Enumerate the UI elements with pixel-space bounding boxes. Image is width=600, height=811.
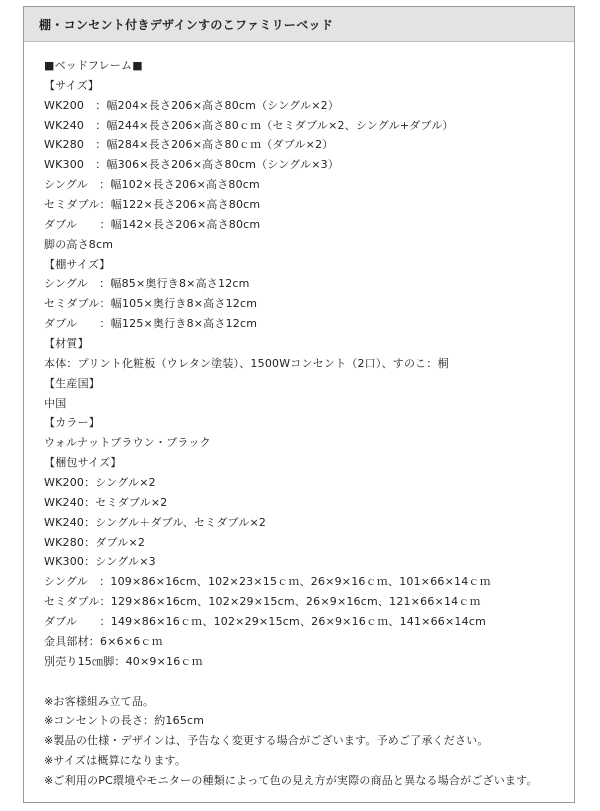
spec-line: ※製品の仕様・デザインは、予告なく変更する場合がございます。予めご了承ください。 [44,734,489,748]
spec-line: 【材質】 [44,337,89,351]
spec-line: ダブル ：幅142×長さ206×高さ80cm [44,217,261,231]
spec-line: シングル ：109×86×16cm、102×23×15ｃｍ、26×9×16ｃｍ、101×66×14ｃｍ [44,575,491,589]
spec-line: WK240：セミダブル×2 [44,495,168,509]
spec-line: WK300 ：幅306×長さ206×高さ80cm（シングル×3） [44,158,340,172]
spec-line: ※お客様組み立て品。 [44,694,155,708]
spacer-line [44,672,570,692]
spec-line: 【棚サイズ】 [44,257,111,271]
spec-line: ※ご利用のPC環境やモニターの種類によって色の見え方が実際の商品と異なる場合がございます。 [44,773,538,787]
spec-line: ダブル ：幅125×奥行き8×高さ12cm [44,317,258,331]
spec-line: 中国 [44,396,67,410]
spec-line: WK200：シングル×2 [44,476,156,490]
spec-line: WK300：シングル×3 [44,555,156,569]
spec-table [23,6,575,803]
spec-line: ■ベッドフレーム■ [44,59,143,72]
spec-line: 【サイズ】 [44,78,100,92]
spec-line: 脚の高さ8cm [44,237,114,251]
spec-line: 金具部材：6×6×6ｃｍ [44,634,163,648]
spec-line: 【生産国】 [44,376,100,390]
spec-line: WK200 ：幅204×長さ206×高さ80cm（シングル×2） [44,98,340,112]
spec-line: ウォルナットブラウン・ブラック [44,436,211,450]
spec-line: 別売り15㎝脚：40×9×16ｃｍ [44,654,203,668]
spec-line: ダブル ：149×86×16ｃｍ、102×29×15cm、26×9×16ｃｍ、141×66×14cm [44,615,486,629]
spec-line: 【カラー】 [44,416,100,430]
spec-line: WK280：ダブル×2 [44,535,146,549]
spec-line: 【梱包サイズ】 [44,456,122,470]
spec-line: シングル ：幅102×長さ206×高さ80cm [44,178,260,192]
spec-line: セミダブル：129×86×16cm、102×29×15cm、26×9×16cm、121×66×14ｃｍ [44,595,481,609]
spec-line: セミダブル：幅105×奥行き8×高さ12cm [44,297,258,311]
spec-line: WK240：シングル＋ダブル、セミダブル×2 [44,515,267,529]
spec-line: ※サイズは概算になります。 [44,754,187,768]
spec-line: シングル ：幅85×奥行き8×高さ12cm [44,277,250,291]
spec-line: WK280 ：幅284×長さ206×高さ80ｃｍ（ダブル×2） [44,138,334,152]
spec-line: 本体：プリント化粧板（ウレタン塗装）、1500Wコンセント（2口）、すのこ：桐 [44,356,449,370]
spec-title: 棚・コンセント付きデザインすのこファミリーベッド [24,7,574,42]
spec-line: ※コンセントの長さ：約165cm [44,714,205,728]
spec-line: WK240 ：幅244×長さ206×高さ80ｃｍ（セミダブル×2、シングル+ダブル） [44,118,454,132]
spec-line: セミダブル：幅122×長さ206×高さ80cm [44,198,261,212]
spec-body [44,56,570,791]
